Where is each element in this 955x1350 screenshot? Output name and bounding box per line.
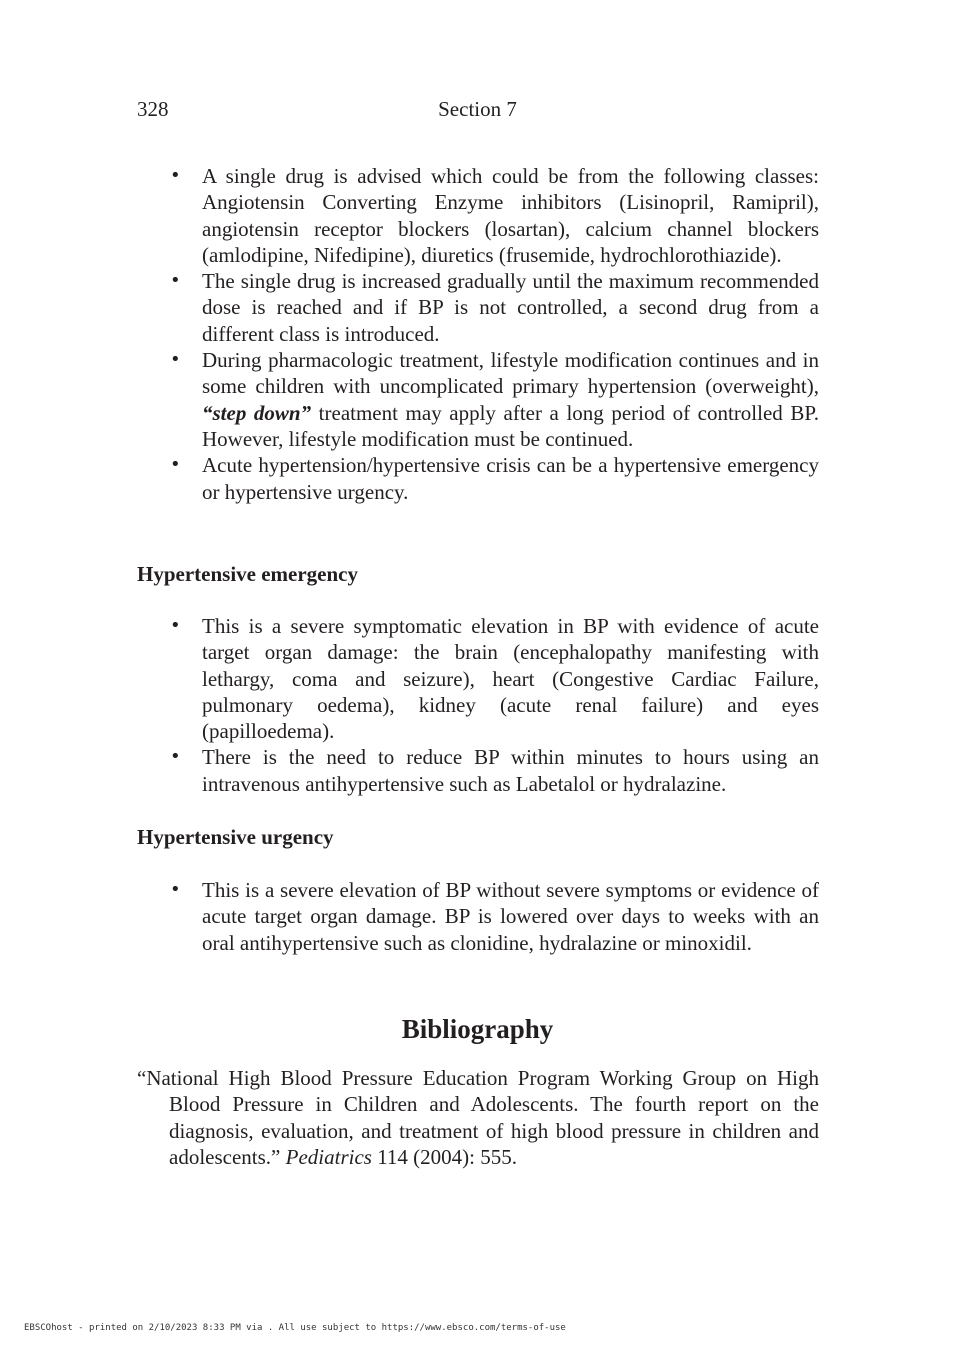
bullet-text: The single drug is increased gradually until the maximum recommended dose is reached and if BP is not controlled, a second drug from a different class is introduced. <box>202 269 819 346</box>
list-item <box>137 452 819 505</box>
list-item <box>137 163 819 268</box>
urgency-bullet-list <box>137 877 819 956</box>
bullet-text: A single drug is advised which could be from the following classes: Angiotensin Converting Enzyme inhibitors (Lisinopril, Ramipril), angiotensin receptor blockers (losartan), calcium channel blockers (amlodipine, Nifedipine), diuretics (frusemide, hydrochlorothiazide). <box>202 164 819 267</box>
page-number: 328 <box>137 97 169 121</box>
running-head: Section 7 <box>438 97 517 121</box>
bullet-icon: • <box>170 746 181 768</box>
hypertensive-emergency-heading: Hypertensive emergency <box>137 562 359 586</box>
bullet-icon: • <box>170 270 181 292</box>
list-item <box>137 613 819 744</box>
bibliography-heading: Bibliography <box>401 1014 554 1044</box>
bullet-text: There is the need to reduce BP within minutes to hours using an intravenous antihypertensive such as Labetalol or hydralazine. <box>202 745 819 796</box>
bullet-icon: • <box>170 165 181 186</box>
bibliography-entry-tail: 114 (2004): 555. <box>377 1144 517 1169</box>
bibliography-entry <box>137 1065 819 1170</box>
bullet-text: Acute hypertension/hypertensive crisis can be a hypertensive emergency or hypertensive urgency. <box>202 453 819 504</box>
bullet-icon: • <box>170 349 181 371</box>
bibliography-journal: Pediatrics <box>285 1144 372 1169</box>
print-footer: EBSCOhost - printed on 2/10/2023 8:33 PM via . All use subject to https://www.ebsco.com/terms-of-use <box>24 1323 566 1333</box>
bibliography-entry-main: “National High Blood Pressure Education Program Working Group on High Blood Pressure in Children and Adolescents. The fourth report on the diagnosis, evaluation, and treatment of high blood pressure in children and adolescents.” <box>137 1066 819 1169</box>
bullet-text: This is a severe elevation of BP without severe symptoms or evidence of acute target organ damage. BP is lowered over days to weeks with an oral antihypertensive such as clonidine, hydralazine or minoxidil. <box>202 878 819 955</box>
bullet-icon: • <box>170 454 181 476</box>
list-item <box>137 347 819 452</box>
list-item <box>137 268 819 347</box>
bullet-text: This is a severe symptomatic elevation in BP with evidence of acute target organ damage: the brain (encephalopathy manifesting with lethargy, coma and seizure), heart (Congestive Cardiac Failure, pulmonary oedema), kidney (acute renal failure) and eyes (papilloedema). <box>202 614 819 744</box>
bullet-text-after: treatment may apply after a long period of controlled BP. However, lifestyle modification must be continued. <box>202 400 819 451</box>
treatment-bullet-list <box>137 163 819 505</box>
list-item <box>137 744 819 797</box>
bullet-text-before: During pharmacologic treatment, lifestyle modification continues and in some children with uncomplicated primary hypertension (overweight), <box>202 348 819 399</box>
bullet-icon: • <box>170 615 181 636</box>
step-down-emphasis: “step down” <box>202 400 312 425</box>
hypertensive-urgency-heading: Hypertensive urgency <box>137 825 334 849</box>
emergency-bullet-list <box>137 613 819 797</box>
list-item <box>137 877 819 956</box>
bullet-icon: • <box>170 879 181 900</box>
bullet-text <box>202 348 819 451</box>
